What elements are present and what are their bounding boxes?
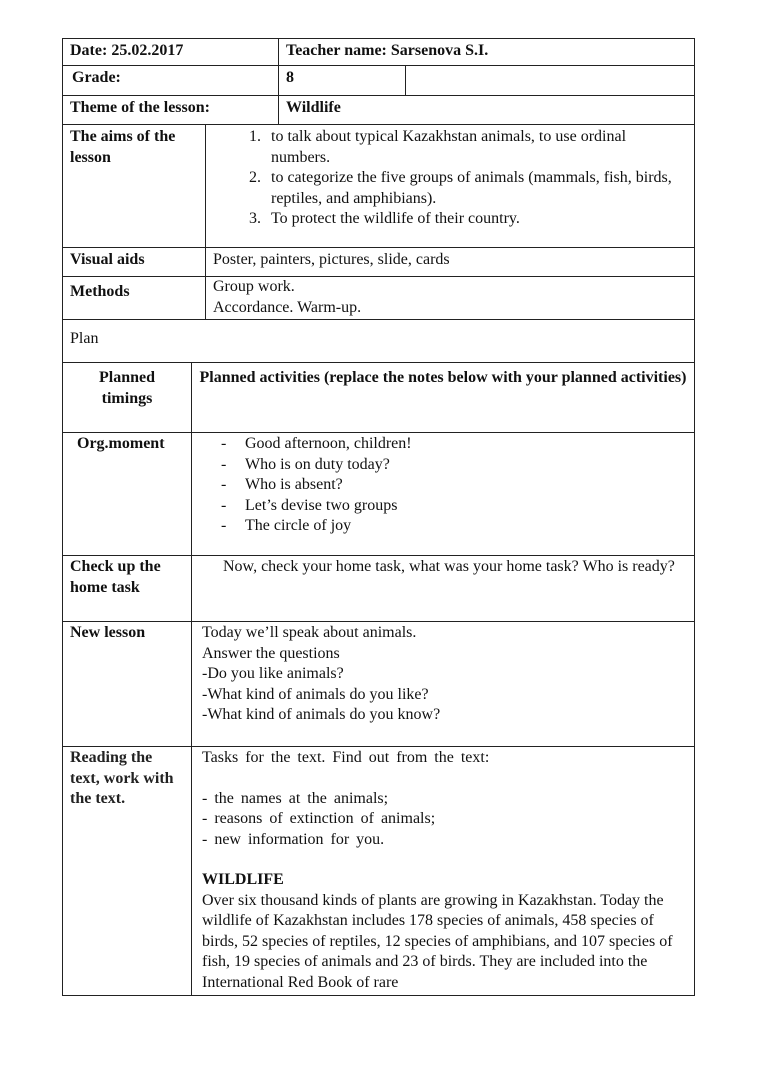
org-moment-label: Org.moment <box>77 435 165 452</box>
new-lesson-line: -Do you like animals? <box>202 665 344 682</box>
date-row <box>63 39 694 66</box>
visual-aids-value: Poster, painters, pictures, slide, cards <box>205 248 694 276</box>
planned-activities-header: Planned activities (replace the notes below with your planned activities) <box>191 363 694 432</box>
grade-empty-cell <box>405 66 694 95</box>
new-lesson-line: Answer the questions <box>202 644 340 662</box>
methods-label: Methods <box>70 283 130 300</box>
org-moment-item: - Who is absent? <box>221 475 687 496</box>
grade-label: Grade: <box>72 69 121 86</box>
reading-label: Reading the text, work with the text. <box>70 749 174 807</box>
check-up-label: Check up the home task <box>70 558 161 596</box>
plan-label: Plan <box>70 330 99 347</box>
wildlife-title: WILDLIFE <box>202 871 284 888</box>
new-lesson-line: -What kind of animals do you know? <box>202 706 441 723</box>
planned-header-row <box>63 363 694 433</box>
reading-row <box>63 747 694 996</box>
new-lesson-label: New lesson <box>70 624 146 641</box>
wildlife-text: Over six thousand kinds of plants are growing in Kazakhstan. Today the wildlife of Kazakhstan includes 178 species of animals, 458 species of birds, 52 species of reptiles, 12 species of amphibians, and 107 species of fish, 19 species of animals and 23 of birds. They are included into the International Red Book of rare <box>202 891 673 991</box>
methods-row <box>63 277 694 320</box>
aim-item: 3. To protect the wildlife of their country. <box>265 209 674 230</box>
visual-aids-label: Visual aids <box>70 251 145 268</box>
reading-task: - the names at the animals; <box>202 789 389 807</box>
theme-row <box>63 96 694 125</box>
lesson-plan-table <box>62 38 695 996</box>
reading-task: - reasons of extinction of animals; <box>202 810 436 827</box>
org-moment-item: - Let’s devise two groups <box>221 496 687 517</box>
date-cell: Date: 25.02.2017 <box>70 42 184 59</box>
org-moment-list-cell <box>191 433 694 555</box>
reading-content <box>191 747 694 996</box>
planned-timings-header: Planned timings <box>98 369 155 407</box>
check-up-text: Now, check your home task, what was your home task? Who is ready? <box>191 556 694 621</box>
theme-label: Theme of the lesson: <box>70 99 210 116</box>
aims-row <box>63 125 694 248</box>
grade-row <box>63 66 694 96</box>
new-lesson-row <box>63 622 694 747</box>
org-moment-row <box>63 433 694 556</box>
grade-value: 8 <box>278 66 405 95</box>
check-up-row <box>63 556 694 622</box>
org-moment-list <box>199 434 687 537</box>
methods-line: Group work. <box>213 278 295 295</box>
aim-item: 2. to categorize the five groups of animals (mammals, fish, birds, reptiles, and amphibians). <box>265 168 674 209</box>
visual-aids-row <box>63 248 694 277</box>
aims-list-cell <box>205 125 694 247</box>
plan-row <box>63 320 694 363</box>
reading-intro: Tasks for the text. Find out from the text: <box>202 749 490 766</box>
new-lesson-content <box>191 622 694 746</box>
teacher-name-cell: Teacher name: Sarsenova S.I. <box>278 39 694 65</box>
reading-task: - new information for you. <box>202 830 385 848</box>
methods-value <box>205 277 694 319</box>
methods-line: Accordance. Warm-up. <box>213 298 362 316</box>
theme-value: Wildlife <box>278 96 694 124</box>
org-moment-item: - Good afternoon, children! <box>221 434 687 455</box>
new-lesson-line: Today we’ll speak about animals. <box>202 624 417 641</box>
org-moment-item: - The circle of joy <box>221 516 687 537</box>
new-lesson-line: -What kind of animals do you like? <box>202 685 429 703</box>
org-moment-item: - Who is on duty today? <box>221 455 687 476</box>
aim-item: 1. to talk about typical Kazakhstan animals, to use ordinal numbers. <box>265 127 674 168</box>
aims-list <box>213 127 674 230</box>
aims-label: The aims of the lesson <box>70 128 176 166</box>
